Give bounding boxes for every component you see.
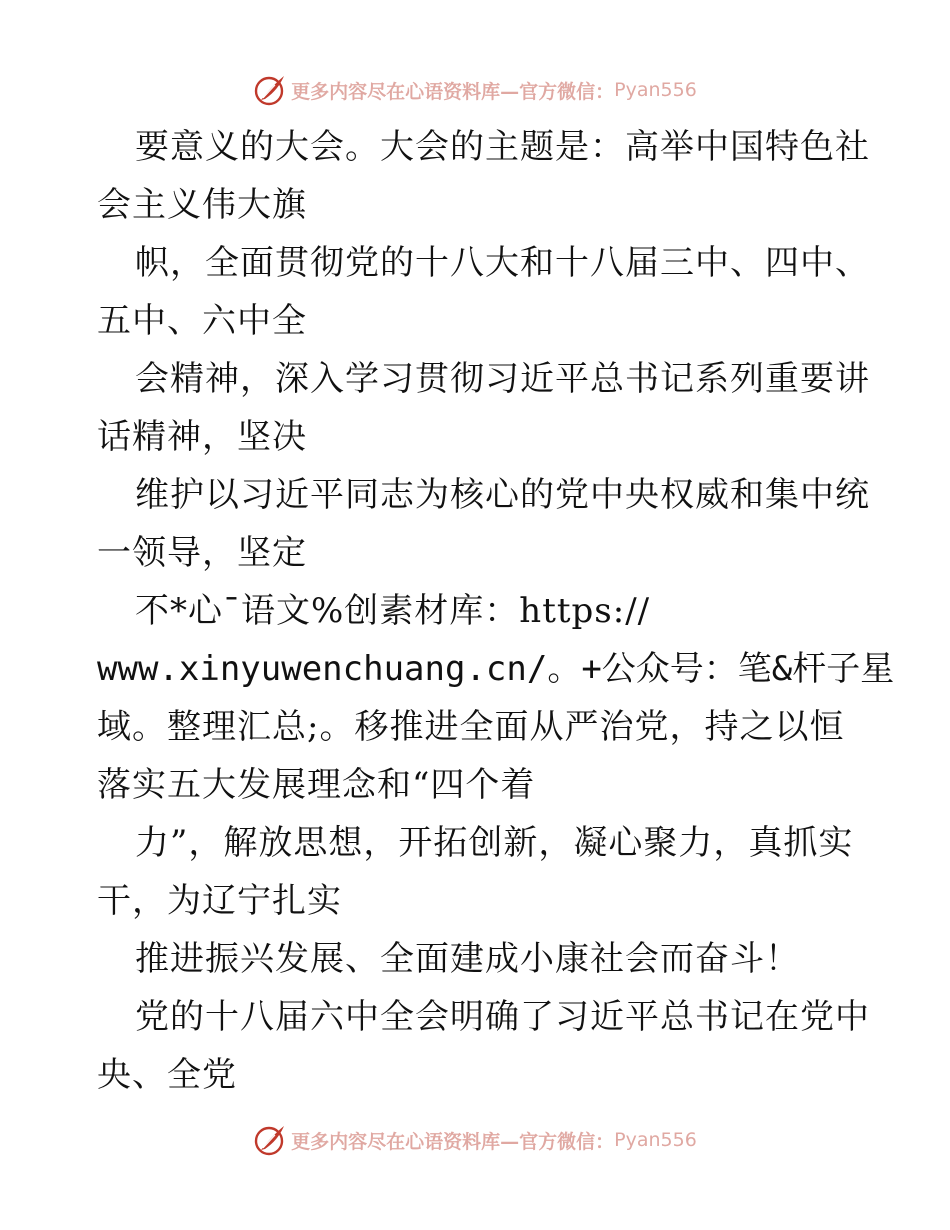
body-line: 帜，全面贯彻党的十八大和十八届三中、四中、: [135, 243, 870, 283]
watermark-text: 更多内容尽在心语资料库—官方微信：: [291, 80, 615, 103]
quill-pen-logo-icon: [253, 1123, 287, 1157]
body-line-url: www.xinyuwenchuang.cn/。+公众号：笔&杆子星: [97, 649, 895, 689]
body-line: 力”，解放思想，开拓创新，凝心聚力，真抓实: [135, 823, 854, 863]
watermark-wechat-id: Pyan556: [614, 1129, 697, 1151]
body-line: 央、全党: [97, 1055, 237, 1095]
body-line: 域。整理汇总;。移推进全面从严治党，持之以恒: [97, 707, 845, 747]
footer-watermark: [0, 1120, 950, 1160]
watermark-wechat-id: Pyan556: [614, 79, 697, 101]
body-line: 维护以习近平同志为核心的党中央权威和集中统: [135, 475, 870, 515]
body-line: 党的十八届六中全会明确了习近平总书记在党中: [135, 997, 870, 1037]
body-line: 一领导，坚定: [97, 533, 307, 573]
body-line: 会主义伟大旗: [97, 185, 307, 225]
body-line: 会精神，深入学习贯彻习近平总书记系列重要讲: [135, 359, 870, 399]
header-watermark: [0, 70, 950, 110]
document-body: [97, 118, 895, 1104]
body-line: 不*心¯语文%创素材库：https://: [135, 591, 651, 631]
watermark-text: 更多内容尽在心语资料库—官方微信：: [291, 1130, 615, 1153]
body-line: 话精神，坚决: [97, 417, 307, 457]
body-line: 落实五大发展理念和“四个着: [97, 765, 536, 805]
body-line: 推进振兴发展、全面建成小康社会而奋斗！: [135, 939, 800, 979]
body-line: 干，为辽宁扎实: [97, 881, 342, 921]
body-line: 要意义的大会。大会的主题是：高举中国特色社: [135, 127, 870, 167]
quill-pen-logo-icon: [253, 73, 287, 107]
body-line: 五中、六中全: [97, 301, 307, 341]
